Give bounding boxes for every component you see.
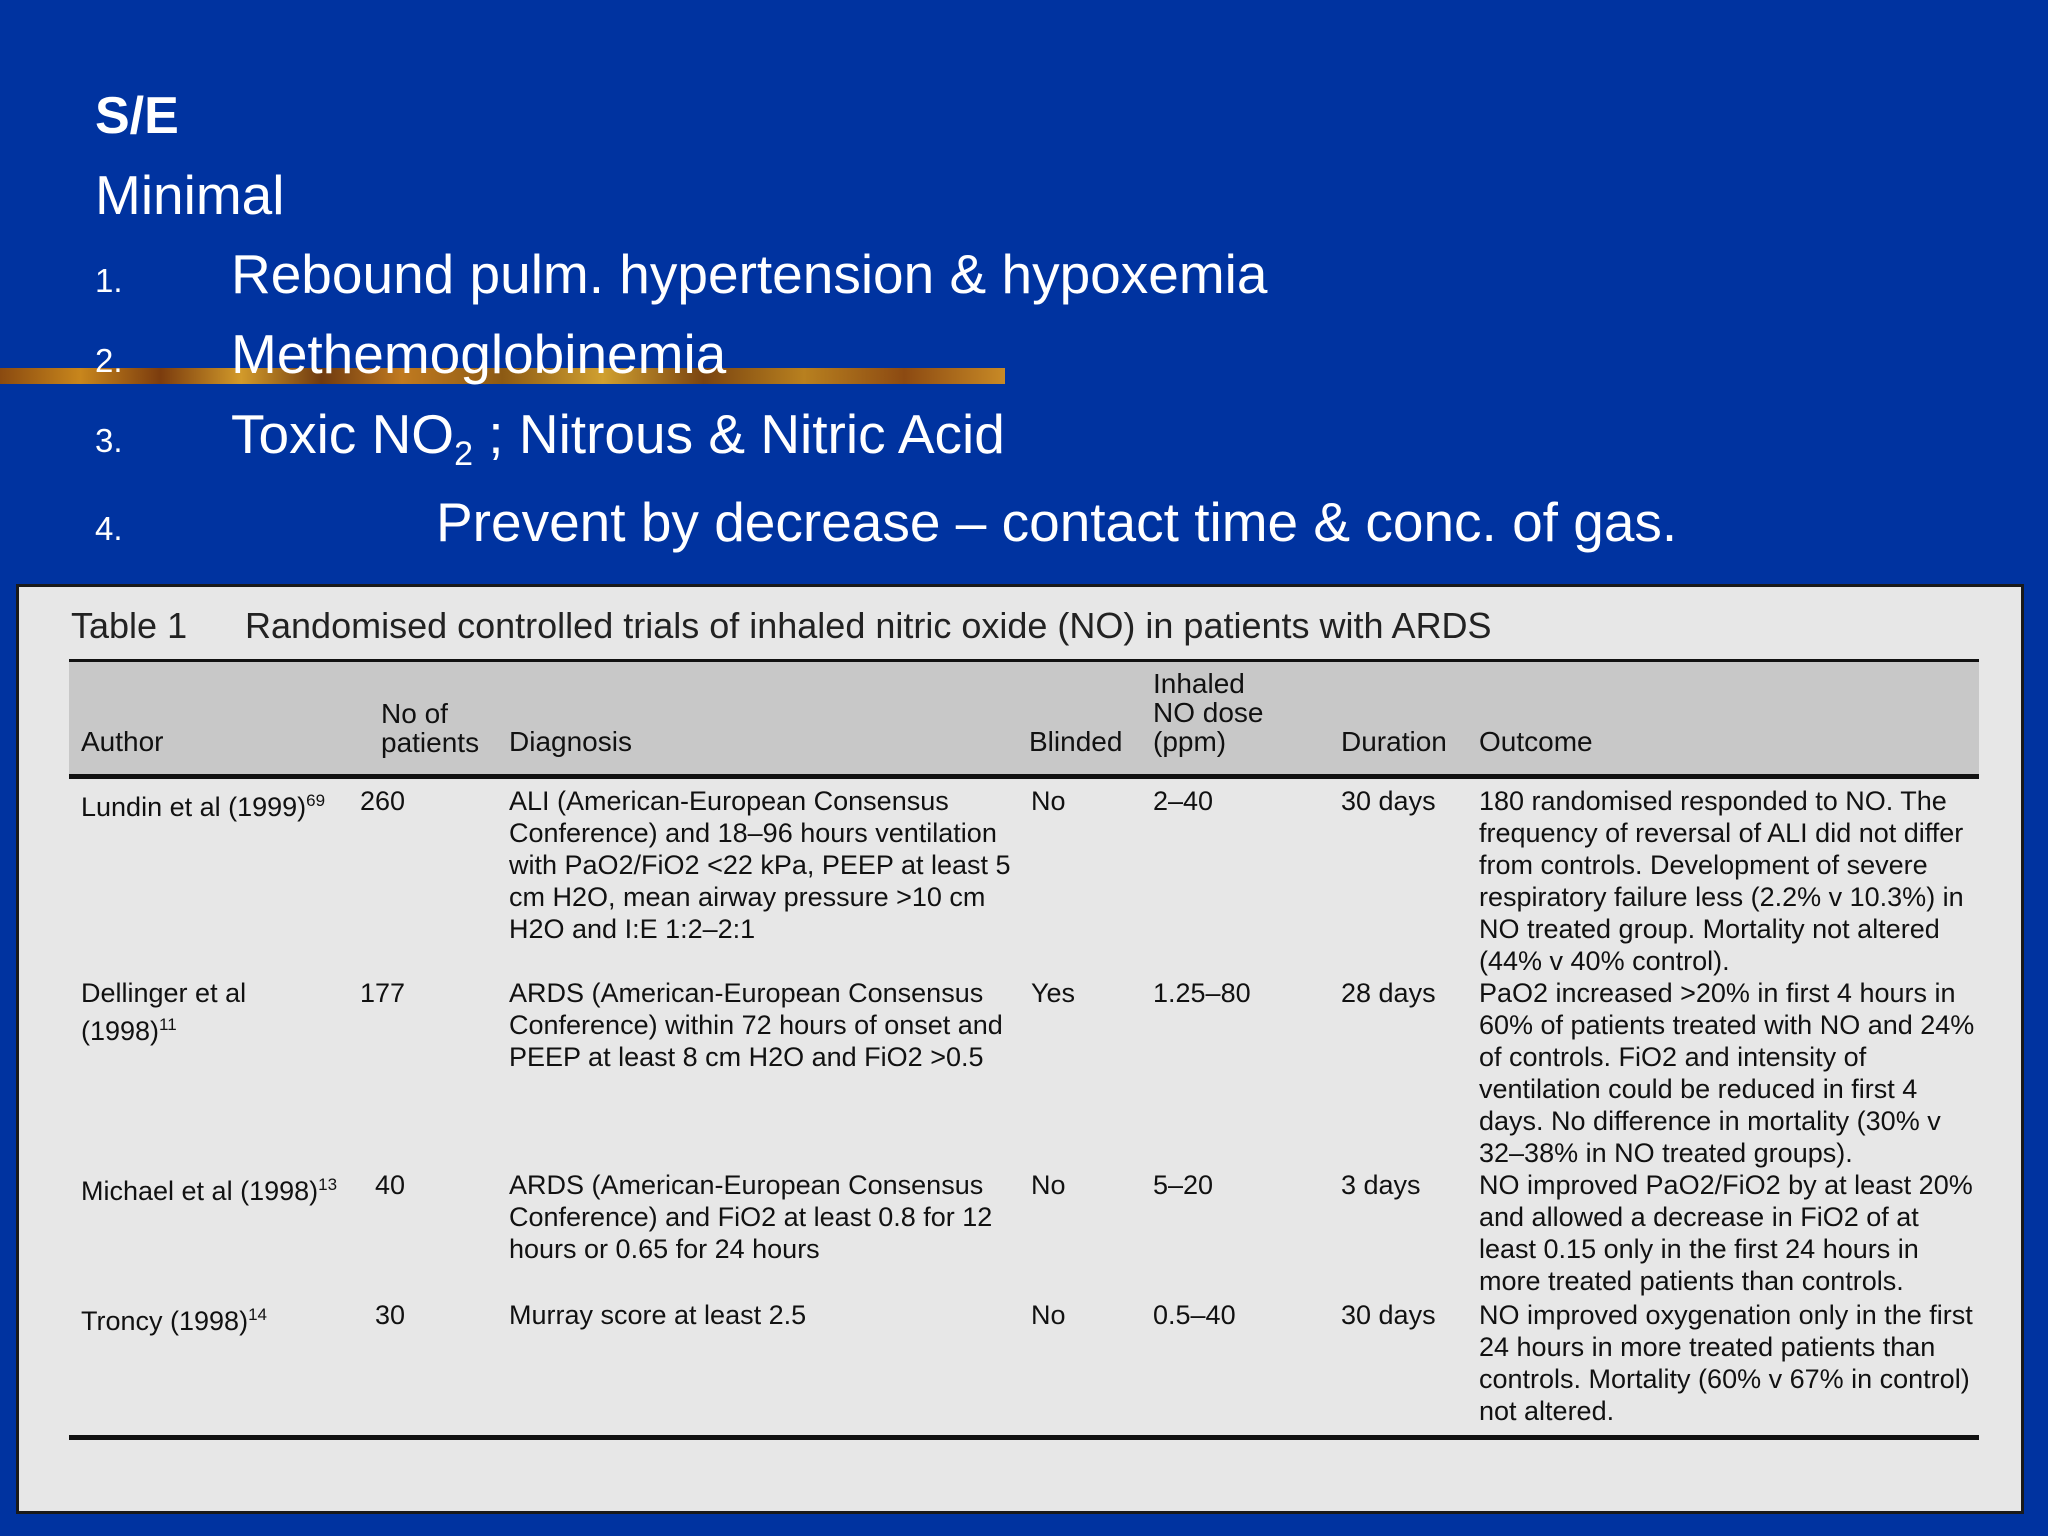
list-number: 1. [95,262,123,299]
cell-dose: 5–20 [1153,1170,1214,1200]
table-header-rule [69,774,1979,779]
cell-diagnosis: ARDS (American-European Consensus Conference) and FiO2 at least 0.8 for 12 hours or 0.65 for 24 hours [509,1170,993,1264]
col-header-patients: No of patients [381,698,480,758]
list-text: Toxic $NO_2$ ; Nitrous & Nitric Acid [231,403,1005,473]
cell-blinded: No [1031,1170,1066,1200]
cell-patients: 177 [359,978,405,1008]
list-text: Methemoglobinemia [231,323,727,385]
col-header-dose: Inhaled NO dose (ppm) [1153,668,1264,757]
table-caption [71,605,1492,647]
cell-blinded: Yes [1031,978,1076,1008]
slide-subheading: Minimal [95,164,285,226]
list-number: 4. [95,510,123,547]
slide-heading: S/E [95,87,179,145]
cell-author: Troncy $(1998)^{14}$ [81,1305,267,1336]
table-bottom-rule [69,1435,1979,1440]
table-title: Randomised controlled trials of inhaled nitric oxide (NO) in patients with ARDS [245,605,1492,646]
table-header-band [69,662,1979,776]
cell-dose: 1.25–80 [1153,978,1251,1008]
cell-outcome: NO improved PaO2/FiO2 by at least 20% and allowed a decrease in FiO2 of at least 0.15 only in the first 24 hours in more treated patients than controls. [1479,1170,1973,1296]
cell-dose: 0.5–40 [1153,1300,1236,1330]
cell-patients: 30 [374,1300,405,1330]
cell-blinded: No [1031,786,1066,816]
col-header-author: Author [81,726,164,757]
cell-dose: 2–40 [1153,786,1214,816]
col-header-outcome: Outcome [1479,726,1593,757]
cell-duration: 28 days [1341,978,1436,1008]
cell-outcome: 180 randomised responded to NO. The frequency of reversal of ALI did not differ from controls. Development of severe respiratory failure less (2.2% v 10.3%) in NO treated group. Mortality not altered (44% v 40% control). [1479,786,1964,976]
col-header-duration: Duration [1341,726,1447,757]
list-text: Rebound pulm. hypertension & hypoxemia [231,243,1268,305]
cell-patients: 40 [374,1170,405,1200]
table-image-panel [16,584,2024,1514]
list-number: 3. [95,422,123,459]
cell-blinded: No [1031,1300,1066,1330]
cell-author: Dellinger et al $(1998)^{11}$ [81,978,247,1046]
cell-duration: 30 days [1341,786,1436,816]
cell-outcome: NO improved oxygenation only in the first 24 hours in more treated patients than controls. Mortality (60% v 67% in control) not altered. [1479,1300,1973,1426]
cell-author: Michael et al $(1998)^{13}$ [81,1175,338,1206]
cell-author: Lundin et al $(1999)^{69}$ [81,791,326,822]
list-text: Prevent by decrease – contact time & conc. of gas. [436,491,1678,553]
cell-diagnosis: ARDS (American-European Consensus Conference) within 72 hours of onset and PEEP at least 8 cm H2O and FiO2 >0.5 [509,978,1003,1072]
table-label: Table 1 [71,605,188,646]
cell-outcome: PaO2 increased >20% in first 4 hours in 60% of patients treated with NO and 24% of controls. FiO2 and intensity of ventilation could be reduced in first 4 days. No difference in mortality (30% v 32–38% in NO treated groups). [1479,978,1975,1168]
col-header-blinded: Blinded [1029,726,1123,757]
list-number: 2. [95,342,123,379]
cell-diagnosis: ALI (American-European Consensus Conference) and 18–96 hours ventilation with PaO2/FiO2 <22 kPa, PEEP at least 5 cm H2O, mean airway pressure >10 cm H2O and I:E 1:2–2:1 [509,786,1011,944]
cell-patients: 260 [359,786,405,816]
cell-duration: 3 days [1341,1170,1421,1200]
col-header-diagnosis: Diagnosis [509,726,632,757]
cell-duration: 30 days [1341,1300,1436,1330]
cell-diagnosis: Murray score at least 2.5 [509,1300,807,1330]
